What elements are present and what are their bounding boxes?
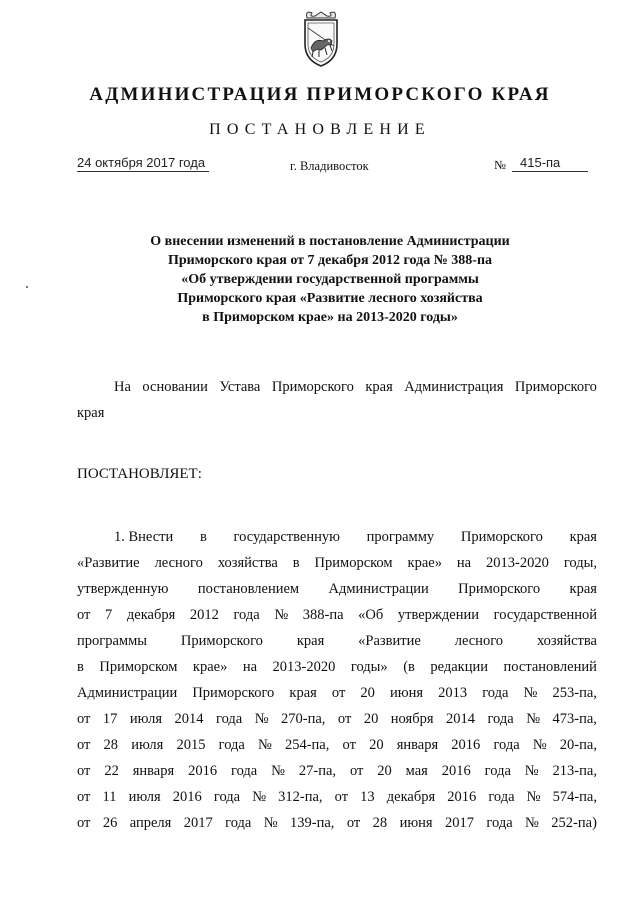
- word: №: [252, 789, 267, 805]
- word: года: [488, 789, 515, 805]
- basis-line: [77, 400, 597, 426]
- word: года: [218, 737, 245, 753]
- word: программу: [366, 529, 435, 545]
- word: 7: [105, 607, 113, 623]
- document-type: ПОСТАНОВЛЕНИЕ: [209, 121, 431, 138]
- word: 139-па,: [290, 815, 335, 831]
- title-line: в Приморском крае» на 2013-2020 годы»: [202, 310, 458, 325]
- word: №: [523, 685, 538, 701]
- word: №: [263, 815, 278, 831]
- word: от: [334, 789, 349, 805]
- word: (в: [403, 659, 415, 675]
- word: 2016: [451, 737, 481, 753]
- title-line: «Об утверждении государственной программы: [181, 272, 479, 287]
- word: №: [254, 711, 269, 727]
- word: года: [233, 607, 260, 623]
- word: от: [77, 815, 91, 831]
- word: года: [486, 815, 513, 831]
- word: 2015: [176, 737, 206, 753]
- word: от: [77, 607, 91, 623]
- document-date: 24 октября 2017 года: [77, 155, 209, 172]
- clause-line: [77, 784, 597, 810]
- scan-speck: [26, 286, 28, 288]
- word: Администрация: [404, 379, 504, 395]
- word: года: [225, 815, 252, 831]
- word: края: [296, 633, 325, 649]
- word: Приморского: [192, 685, 275, 701]
- word: края: [569, 581, 597, 597]
- word: 2016: [447, 789, 477, 805]
- word: июля: [128, 789, 161, 805]
- word: №: [526, 789, 541, 805]
- word: 20: [377, 763, 392, 779]
- word: декабря: [126, 607, 176, 623]
- clause-line: [77, 758, 597, 784]
- word: №: [526, 711, 541, 727]
- word: 388-па: [302, 607, 344, 623]
- word: июня: [390, 685, 424, 701]
- word: Приморского: [458, 581, 541, 597]
- word: утверждении: [397, 607, 480, 623]
- word: крае»: [192, 659, 228, 675]
- document-city: г. Владивосток: [290, 159, 369, 173]
- word: 2013-2020: [486, 555, 549, 571]
- word: от: [77, 789, 91, 805]
- word: от: [342, 737, 356, 753]
- clause-line: [77, 576, 597, 602]
- word: в: [199, 529, 207, 545]
- word: от: [337, 711, 352, 727]
- word: хозяйства: [536, 633, 597, 649]
- word: лесного: [154, 555, 203, 571]
- word: постановлением: [197, 581, 300, 597]
- word: годы,: [563, 555, 597, 571]
- word: в: [77, 659, 84, 675]
- word: декабря: [386, 789, 436, 805]
- word: 2012: [189, 607, 219, 623]
- word: края: [289, 685, 317, 701]
- word: края: [365, 379, 393, 395]
- word: 20: [369, 737, 384, 753]
- word: на: [242, 659, 258, 675]
- word: 252-па): [551, 815, 597, 831]
- word: 2016: [441, 763, 471, 779]
- word: редакции: [430, 659, 489, 675]
- word: июля: [129, 711, 163, 727]
- word: государственную: [233, 529, 340, 545]
- coat-of-arms-icon: [299, 10, 343, 70]
- word: ноября: [390, 711, 434, 727]
- word: от: [77, 737, 91, 753]
- word: апреля: [129, 815, 172, 831]
- word: 26: [102, 815, 118, 831]
- word: постановлений: [503, 659, 597, 675]
- word: на: [456, 555, 472, 571]
- word: 22: [104, 763, 119, 779]
- clause-paragraph: [77, 524, 597, 836]
- clause-line: [77, 810, 597, 836]
- word: 27-па,: [298, 763, 337, 779]
- word: 270-па,: [281, 711, 326, 727]
- basis-word: края: [77, 405, 105, 421]
- word: 17: [102, 711, 118, 727]
- document-number-label: №: [494, 158, 506, 172]
- word: основании: [142, 379, 208, 395]
- word: года: [493, 737, 520, 753]
- document-number: 415-па: [512, 155, 588, 172]
- word: 253-па,: [552, 685, 597, 701]
- word: 2014: [445, 711, 475, 727]
- word: 473-па,: [552, 711, 597, 727]
- word: лесного: [454, 633, 504, 649]
- word: №: [257, 737, 272, 753]
- word: 2016: [188, 763, 218, 779]
- word: января: [132, 763, 175, 779]
- clause-line: [77, 628, 597, 654]
- word: в: [292, 555, 300, 571]
- word: 312-па,: [278, 789, 323, 805]
- word: края: [569, 529, 597, 545]
- word: от: [77, 711, 91, 727]
- word: 20: [363, 711, 379, 727]
- basis-line: [77, 374, 597, 400]
- word: 574-па,: [552, 789, 597, 805]
- word: 13: [360, 789, 375, 805]
- word: Приморском: [99, 659, 178, 675]
- title-line: О внесении изменений в постановление Администрации: [150, 234, 510, 249]
- word: от: [331, 685, 346, 701]
- word: государственной: [493, 607, 597, 623]
- word: от: [346, 815, 361, 831]
- word: утвержденную: [77, 581, 169, 597]
- word: Администрации: [77, 685, 178, 701]
- clause-line: [77, 550, 597, 576]
- word: 2016: [172, 789, 202, 805]
- word: 2013: [438, 685, 468, 701]
- clause-line: [77, 654, 597, 680]
- word: 2017: [183, 815, 213, 831]
- word: Администрации: [328, 581, 429, 597]
- word: На: [114, 379, 131, 395]
- word: годы»: [350, 659, 388, 675]
- word: от: [77, 763, 91, 779]
- word: года: [230, 763, 258, 779]
- word: «Развитие: [358, 633, 421, 649]
- word: Устава: [219, 379, 261, 395]
- word: года: [484, 763, 511, 779]
- title-line: Приморского края от 7 декабря 2012 года № 388-па: [167, 253, 493, 268]
- decree-word: ПОСТАНОВЛЯЕТ:: [77, 466, 202, 482]
- word: 2013-2020: [272, 659, 336, 675]
- word: 1. Внести: [114, 529, 174, 545]
- word: года: [215, 711, 243, 727]
- word: июня: [399, 815, 433, 831]
- title-line: Приморского края «Развитие лесного хозяйства: [177, 291, 483, 306]
- clause-line: [77, 706, 597, 732]
- word: программы: [77, 633, 147, 649]
- word: от: [349, 763, 364, 779]
- word: года: [482, 685, 509, 701]
- word: года: [213, 789, 241, 805]
- document-title: [110, 232, 550, 327]
- word: 11: [102, 789, 117, 805]
- word: 28: [372, 815, 388, 831]
- word: 20-па,: [559, 737, 597, 753]
- word: №: [271, 763, 285, 779]
- word: Приморского: [460, 529, 543, 545]
- word: мая: [405, 763, 428, 779]
- word: июля: [131, 737, 164, 753]
- clause-line: [77, 524, 597, 550]
- word: 28: [103, 737, 119, 753]
- basis-paragraph: [77, 374, 597, 426]
- word: года: [487, 711, 514, 727]
- word: «Развитие: [77, 555, 140, 571]
- word: «Об: [358, 607, 384, 623]
- word: 213-па,: [552, 763, 597, 779]
- organization-name: АДМИНИСТРАЦИЯ ПРИМОРСКОГО КРАЯ: [89, 84, 551, 105]
- word: 2017: [445, 815, 474, 831]
- word: №: [274, 607, 289, 623]
- word: Приморского: [514, 379, 597, 395]
- word: №: [524, 763, 539, 779]
- word: января: [396, 737, 439, 753]
- clause-line: [77, 732, 597, 758]
- word: Приморского: [271, 379, 354, 395]
- word: Приморского: [180, 633, 263, 649]
- word: хозяйства: [217, 555, 278, 571]
- clause-line: [77, 680, 597, 706]
- word: крае»: [407, 555, 442, 571]
- word: 20: [360, 685, 375, 701]
- word: 2014: [174, 711, 204, 727]
- word: №: [532, 737, 547, 753]
- word: 254-па,: [284, 737, 330, 753]
- clause-line: [77, 602, 597, 628]
- word: Приморском: [314, 555, 393, 571]
- word: №: [525, 815, 539, 831]
